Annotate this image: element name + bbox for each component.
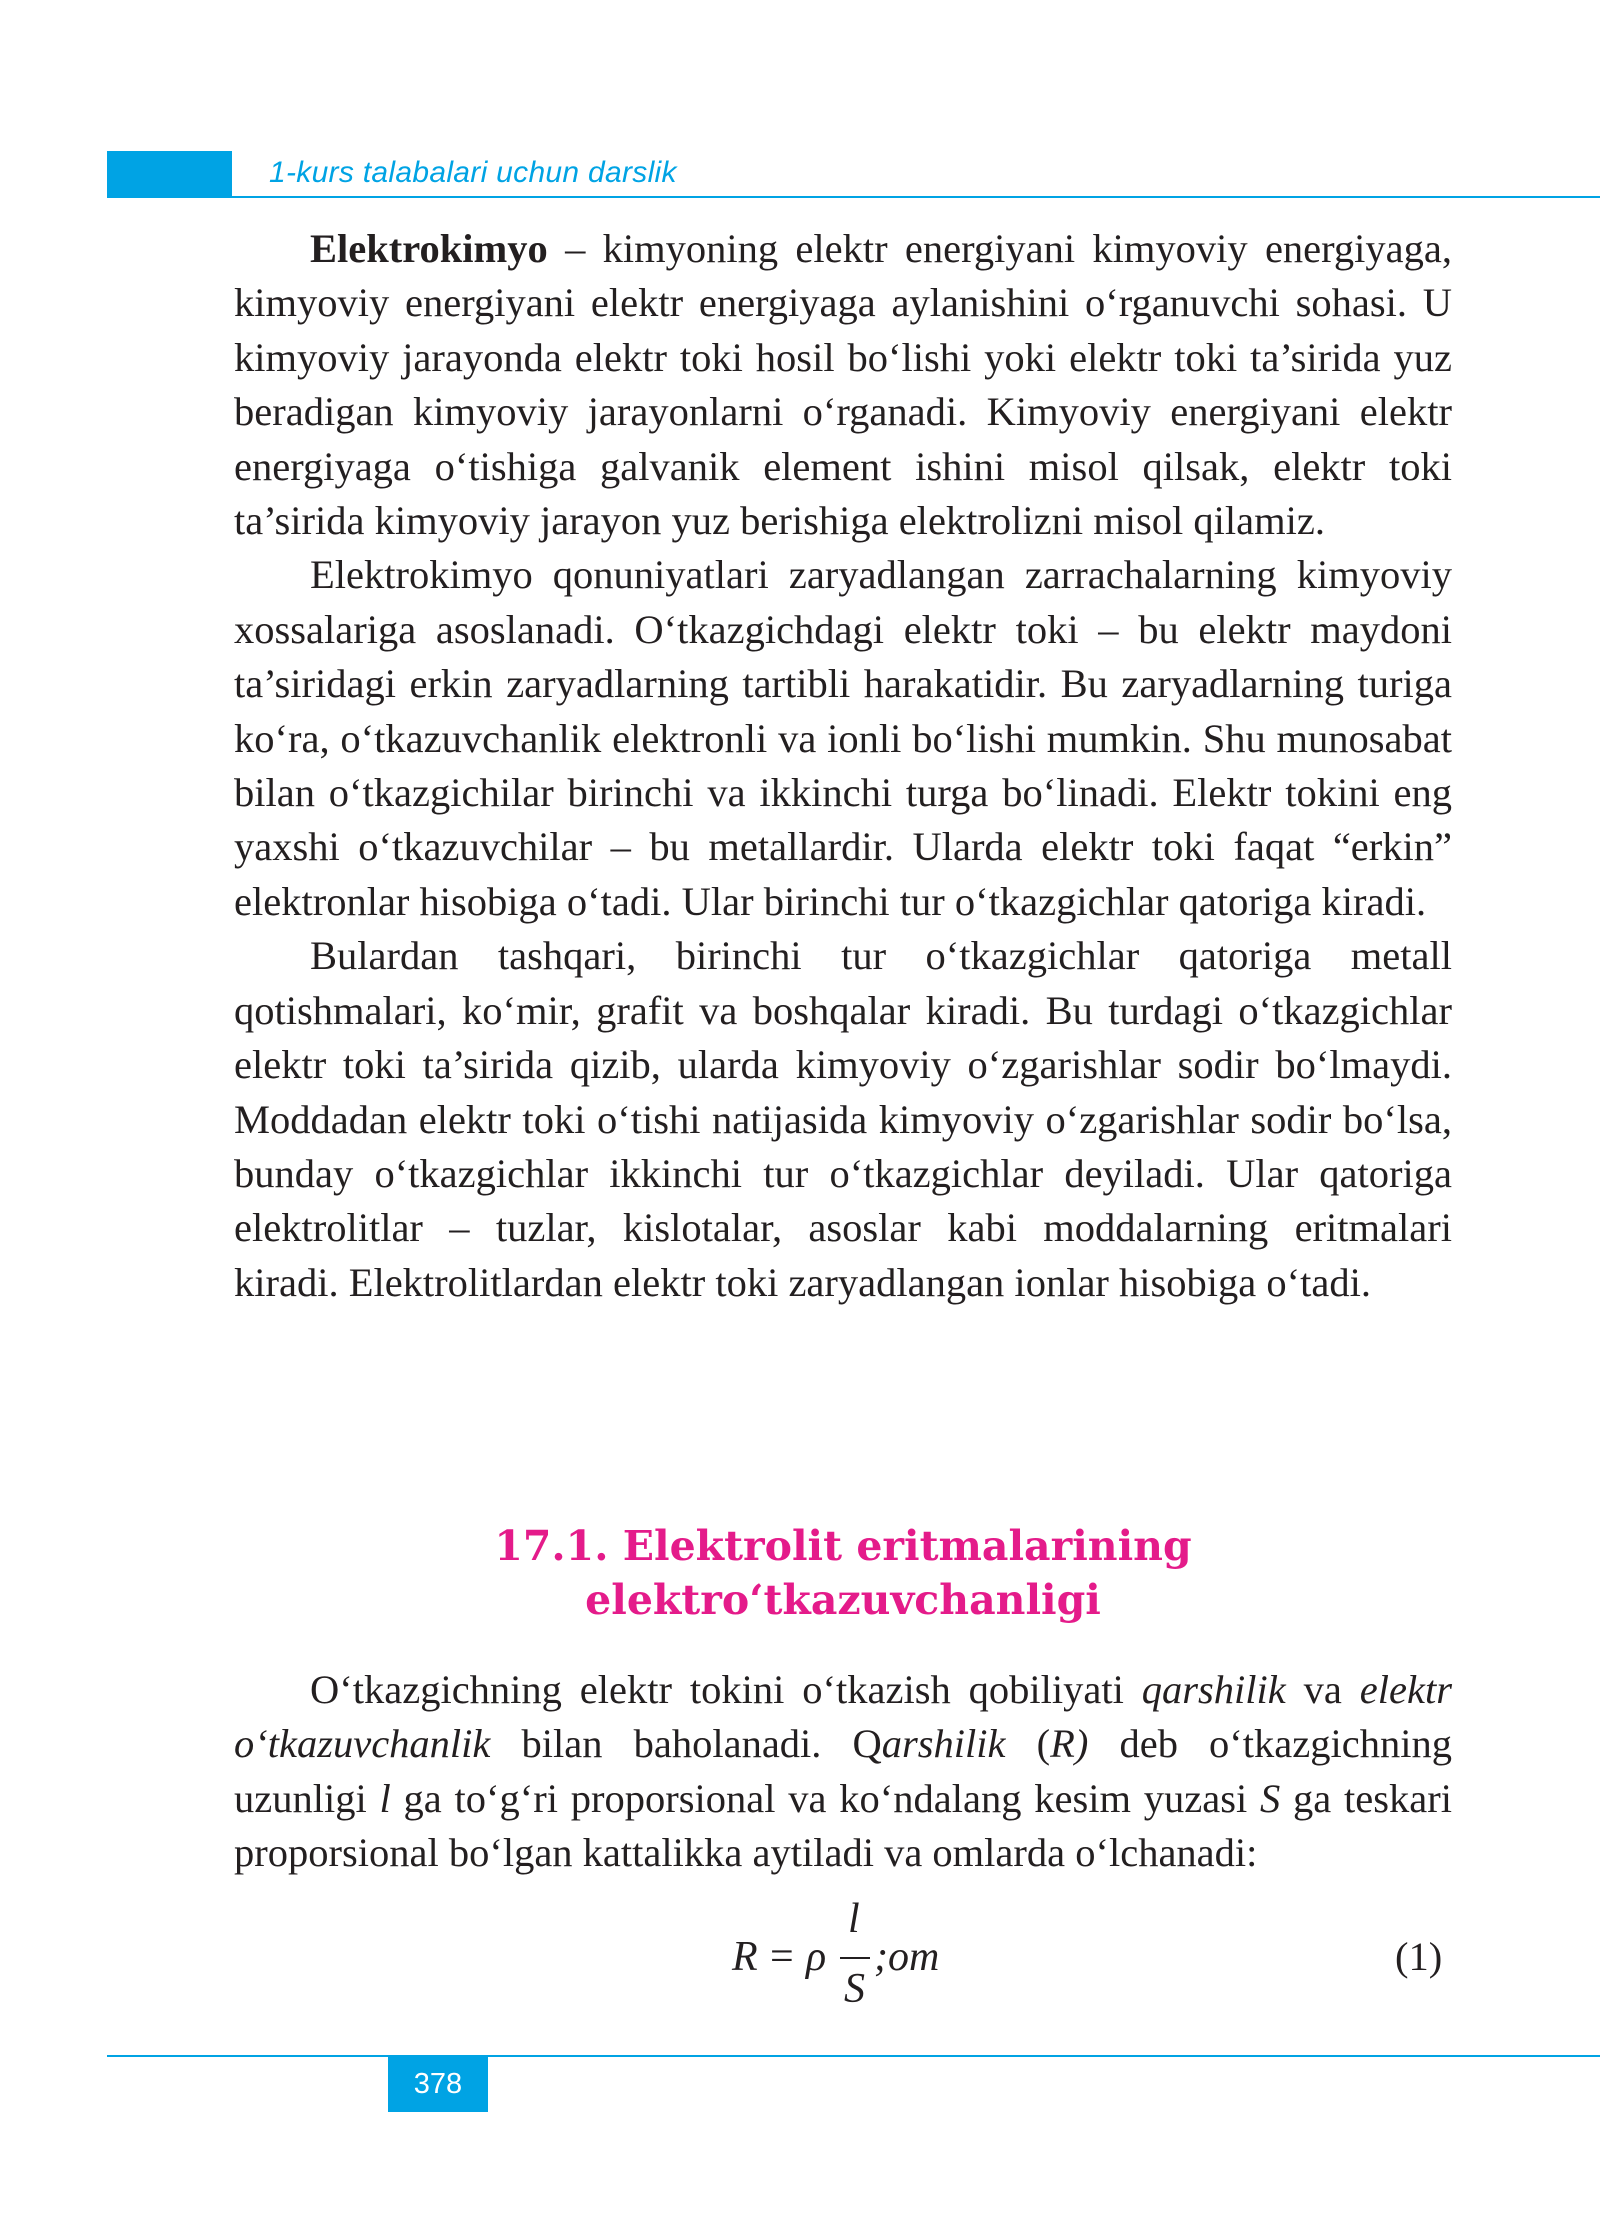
text-run: deb o‘tkazgichning uzunligi [234,1721,1452,1821]
paragraph-1 [234,222,1452,548]
symbol-l: l [379,1775,391,1821]
resistance-formula [728,1895,988,2015]
formula-lhs: R [732,1934,758,1980]
formula-equals: = [770,1934,794,1980]
fraction-bar [840,1957,870,1959]
formula-numerator: l [848,1896,860,1942]
paragraph-2: Elektrokimyo qonuniyatlari zaryadlangan zarrachalarning kimyoviy xossalariga asoslanadi. O‘tkazgichdagi elektr toki – bu elektr maydoni ta’siridagi erkin zaryadlarning tartibli harakatidir. Bu zaryadlarning turiga ko‘ra, o‘tkazuvchanlik elektronli va ionli bo‘lishi mumkin. Shu munosabat bilan o‘tkazgichilar birinchi va ikkinchi turga bo‘linadi. Elektr tokini eng yaxshi o‘tkazuvchilar – bu metallardir. Ularda elektr toki faqat “erkin” elektronlar hisobiga o‘tadi. Ular birinchi tur o‘tkazgichlar qatoriga kiradi. [234,552,1452,924]
footer-rule [107,2055,1600,2057]
formula-unit: ;om [874,1934,940,1980]
paragraph-3: Bulardan tashqari, birinchi tur o‘tkazgichlar qatoriga metall qotishmalari, ko‘mir, grafit va boshqalar kiradi. Bu turdagi o‘tkazgichlar elektr toki ta’sirida qizib, ularda kimyoviy o‘zgarishlar sodir bo‘lmaydi. Moddadan elektr toki o‘tishi natijasida kimyoviy o‘zgarishlar sodir bo‘lsa, bunday o‘tkazgichlar ikkinchi tur o‘tkazgichlar deyiladi. Ular qatoriga elektrolitlar – tuzlar, kislotalar, asoslar kabi moddalarning eritmalari kiradi. Elektrolitlardan elektr toki zaryadlangan ionlar hisobiga o‘tadi. [234,933,1452,1305]
formula-denominator: S [844,1966,865,2012]
section-heading-line-1: 17.1. Elektrolit eritmalarining [494,1522,1192,1570]
term-arshilik: arshilik [881,1721,1006,1767]
running-header-title: 1-kurs talabalari uchun darslik [269,156,677,189]
symbol-r: R) [1050,1721,1089,1767]
text-run: ga teskari proporsional bo‘lgan kattalikka aytiladi va omlarda o‘lchanadi: [234,1775,1452,1876]
section-paragraph [234,1663,1452,1881]
text-run: ga to‘g‘ri proporsional va ko‘ndalang kesim yuzasi [390,1775,1261,1821]
text-run: bilan baholanadi. Q [490,1721,882,1767]
section-body [234,1663,1452,1881]
body-text [234,222,1452,1310]
text-run: ( [1005,1721,1051,1767]
term-qarshilik: qarshilik [1141,1667,1286,1712]
term-elektrokimyo: Elektrokimyo [310,226,548,271]
symbol-s: S [1260,1775,1281,1821]
equation-number: (1) [1395,1934,1443,1979]
page-number: 378 [388,2057,488,2112]
paragraph-1-text: – kimyoning elektr energiyani kimyoviy energiyaga, kimyoviy energiyani elektr energiyaga aylanishini o‘rganuvchi sohasi. U kimyoviy jarayonda elektr toki hosil bo‘lishi yoki elektr toki ta’sirida yuz beradigan kimyoviy jarayonlarni o‘rganadi. Kimyoviy energiyani elektr energiyaga o‘tishiga galvanik element ishini misol qilsak, elektr toki ta’sirida kimyoviy jarayon yuz berishiga elektrolizni misol qilamiz. [234,226,1452,544]
term-elektr-otkazuvchanlik: elektr o‘tkazuvchanlik [234,1667,1452,1767]
header-rule [107,196,1600,198]
text-run: va [1285,1667,1360,1712]
header-accent-bar [107,151,232,196]
formula-rho: ρ [806,1934,827,1980]
section-heading-line-2: elektro‘tkazuvchanligi [585,1576,1101,1624]
section-heading [234,1519,1452,1627]
text-run: O‘tkazgichning elektr tokini o‘tkazish qobiliyati [310,1667,1142,1712]
